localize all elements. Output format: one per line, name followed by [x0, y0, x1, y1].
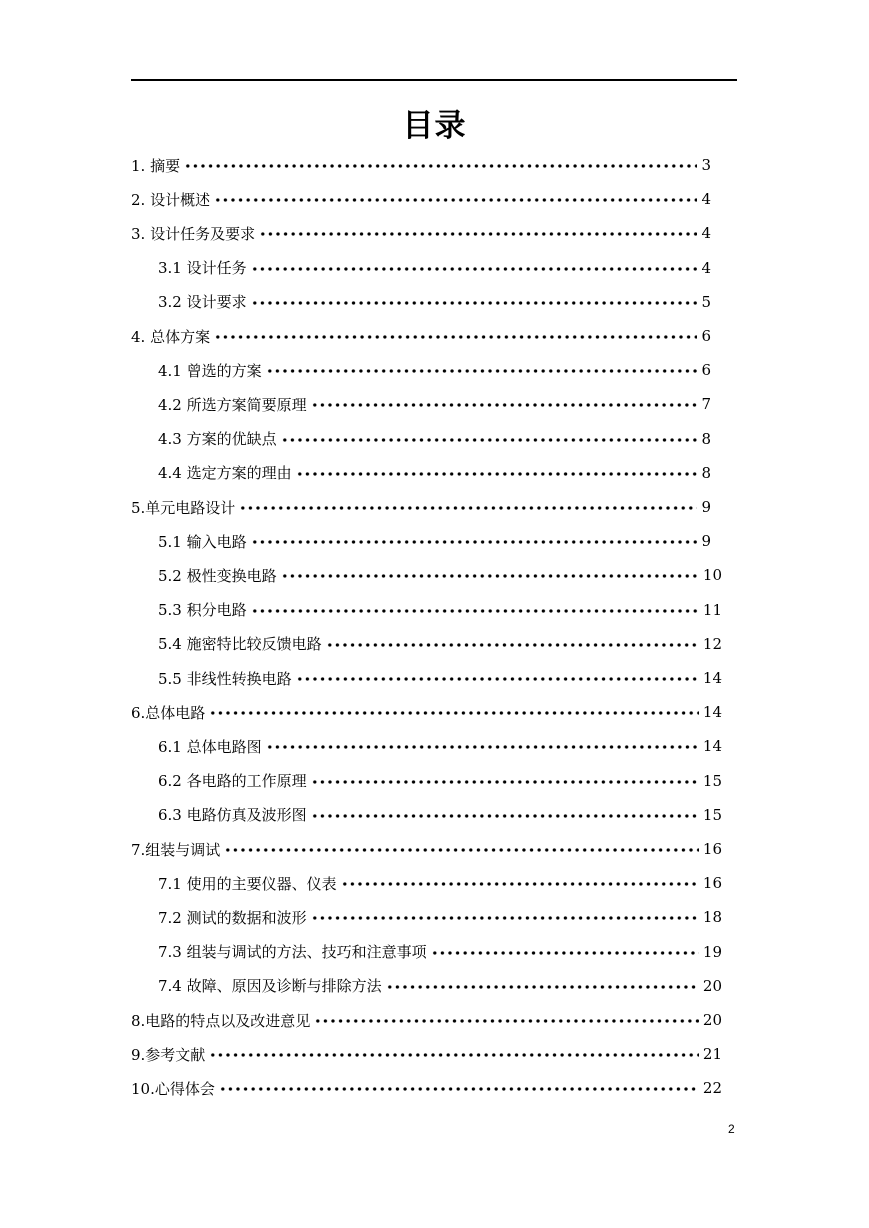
toc-entry-leader-dots — [314, 1019, 699, 1023]
toc-entry-label: 3. 设计任务及要求 — [131, 224, 256, 243]
toc-entry-label: 7.3 组装与调试的方法、技巧和注意事项 — [158, 943, 427, 962]
toc-entry-page: 6 — [701, 361, 711, 380]
toc-entry[interactable] — [131, 1039, 722, 1069]
toc-entry-page: 9 — [701, 532, 711, 551]
toc-entry-page: 12 — [702, 634, 722, 653]
toc-entry-label: 7.2 测试的数据和波形 — [158, 908, 307, 927]
toc-entry[interactable] — [158, 766, 722, 796]
toc-entry[interactable] — [131, 218, 711, 248]
toc-entry[interactable] — [158, 937, 722, 967]
toc-entry-label: 5.2 极性变换电路 — [158, 566, 277, 585]
toc-entry-label: 3.1 设计任务 — [158, 259, 247, 278]
toc-entry[interactable] — [131, 834, 722, 864]
toc-entry-leader-dots — [214, 198, 697, 202]
toc-entry[interactable] — [158, 287, 711, 317]
toc-entry-leader-dots — [266, 369, 698, 373]
toc-entry[interactable] — [131, 492, 711, 522]
toc-entry[interactable] — [158, 595, 722, 625]
toc-entry-label: 5.5 非线性转换电路 — [158, 669, 292, 688]
toc-entry-label: 8.电路的特点以及改进意见 — [131, 1011, 311, 1030]
toc-entry[interactable] — [158, 526, 711, 556]
toc-entry-leader-dots — [311, 403, 698, 407]
toc-entry-page: 5 — [701, 292, 711, 311]
toc-entry-label: 6.总体电路 — [131, 703, 206, 722]
header-rule — [131, 79, 737, 81]
toc-entry-label: 4. 总体方案 — [131, 327, 211, 346]
toc-entry[interactable] — [158, 800, 722, 830]
toc-entry-page: 14 — [702, 669, 722, 687]
page-number: 2 — [728, 1122, 735, 1136]
toc-entry-label: 4.4 选定方案的理由 — [158, 464, 292, 483]
toc-entry-leader-dots — [296, 472, 698, 476]
toc-entry[interactable] — [131, 184, 711, 214]
toc-entry[interactable] — [158, 868, 722, 898]
toc-entry[interactable] — [158, 971, 722, 1001]
toc-entry-label: 4.1 曾选的方案 — [158, 361, 262, 380]
toc-entry-leader-dots — [326, 643, 699, 647]
toc-entry-page: 6 — [701, 327, 711, 345]
toc-entry-page: 11 — [702, 600, 722, 619]
toc-entry-label: 6.1 总体电路图 — [158, 737, 262, 756]
toc-entry-label: 7.组装与调试 — [131, 840, 221, 859]
toc-entry[interactable] — [158, 560, 722, 590]
toc-entry-leader-dots — [281, 574, 699, 578]
toc-entry-label: 9.参考文献 — [131, 1045, 206, 1064]
toc-entry-page: 21 — [702, 1045, 722, 1064]
toc-entry-leader-dots — [266, 745, 699, 749]
toc-entry-page: 15 — [702, 805, 722, 824]
toc-entry-page: 14 — [702, 737, 722, 756]
toc-entry[interactable] — [158, 731, 722, 761]
toc-entry[interactable] — [158, 458, 711, 488]
toc-entry[interactable] — [131, 321, 711, 351]
toc-entry[interactable] — [158, 253, 711, 283]
toc-entry[interactable] — [131, 697, 722, 727]
toc-entry-leader-dots — [386, 985, 699, 989]
toc-entry-page: 10 — [702, 566, 722, 585]
toc-entry-leader-dots — [219, 1087, 699, 1091]
toc-entry[interactable] — [158, 424, 711, 454]
toc-entry-leader-dots — [251, 267, 698, 271]
toc-entry-label: 6.3 电路仿真及波形图 — [158, 806, 307, 825]
toc-entry-label: 3.2 设计要求 — [158, 293, 247, 312]
toc-entry-leader-dots — [341, 882, 699, 886]
toc-entry-page: 15 — [702, 771, 722, 790]
toc-entry-leader-dots — [431, 951, 699, 955]
toc-entry-label: 5.3 积分电路 — [158, 601, 247, 620]
toc-entry[interactable] — [158, 355, 711, 385]
toc-entry-label: 10.心得体会 — [131, 1079, 215, 1098]
toc-entry-page: 9 — [701, 498, 711, 516]
toc-entry-page: 14 — [702, 703, 722, 722]
toc-entry-label: 5.1 输入电路 — [158, 532, 247, 551]
toc-entry-leader-dots — [311, 916, 699, 920]
toc-entry-page: 19 — [702, 942, 722, 961]
toc-entry-leader-dots — [209, 1053, 699, 1057]
toc-entry-page: 8 — [701, 463, 711, 482]
toc-entry[interactable] — [158, 389, 711, 419]
toc-entry-page: 4 — [701, 224, 711, 243]
toc-entry-leader-dots — [251, 540, 698, 544]
toc-entry-page: 3 — [701, 156, 711, 174]
toc-entry-label: 5.4 施密特比较反馈电路 — [158, 635, 322, 654]
toc-entry-page: 22 — [702, 1079, 722, 1098]
toc-entry-leader-dots — [281, 438, 698, 442]
toc-entry-page: 4 — [701, 258, 711, 277]
toc-entry-leader-dots — [251, 301, 698, 305]
toc-entry[interactable] — [131, 1005, 722, 1035]
toc-entry-leader-dots — [251, 609, 699, 613]
toc-entry-page: 8 — [701, 429, 711, 448]
toc-entry-label: 2. 设计概述 — [131, 190, 211, 209]
toc-entry-leader-dots — [296, 677, 699, 681]
toc-entry-page: 16 — [702, 840, 722, 858]
toc-entry-page: 20 — [702, 1011, 722, 1029]
toc-entry-page: 20 — [702, 976, 722, 995]
toc-entry[interactable] — [158, 629, 722, 659]
toc-entry-leader-dots — [311, 814, 699, 818]
toc-entry-leader-dots — [224, 848, 699, 852]
toc-entry-page: 7 — [701, 395, 711, 414]
toc-entry[interactable] — [131, 1073, 722, 1103]
toc-entry-label: 7.1 使用的主要仪器、仪表 — [158, 874, 337, 893]
toc-entry-leader-dots — [214, 335, 697, 339]
toc-entry-leader-dots — [239, 506, 697, 510]
toc-entry-page: 18 — [702, 908, 722, 927]
toc-entry-page: 16 — [702, 874, 722, 893]
toc-entry[interactable] — [131, 150, 711, 180]
toc-entry[interactable] — [158, 902, 722, 932]
toc-entry-label: 1. 摘要 — [131, 156, 181, 175]
toc-title: 目录 — [402, 108, 467, 144]
toc-entry[interactable] — [158, 663, 722, 693]
toc-entry-label: 7.4 故障、原因及诊断与排除方法 — [158, 977, 382, 996]
toc-entry-leader-dots — [259, 232, 697, 236]
toc-entry-leader-dots — [311, 780, 699, 784]
toc-entry-label: 6.2 各电路的工作原理 — [158, 772, 307, 791]
toc-entry-label: 4.3 方案的优缺点 — [158, 430, 277, 449]
toc-entry-leader-dots — [209, 711, 699, 715]
toc-entry-label: 4.2 所选方案简要原理 — [158, 395, 307, 414]
toc-entry-page: 4 — [701, 190, 711, 209]
toc-entry-label: 5.单元电路设计 — [131, 498, 236, 517]
toc-entry-leader-dots — [184, 164, 697, 168]
